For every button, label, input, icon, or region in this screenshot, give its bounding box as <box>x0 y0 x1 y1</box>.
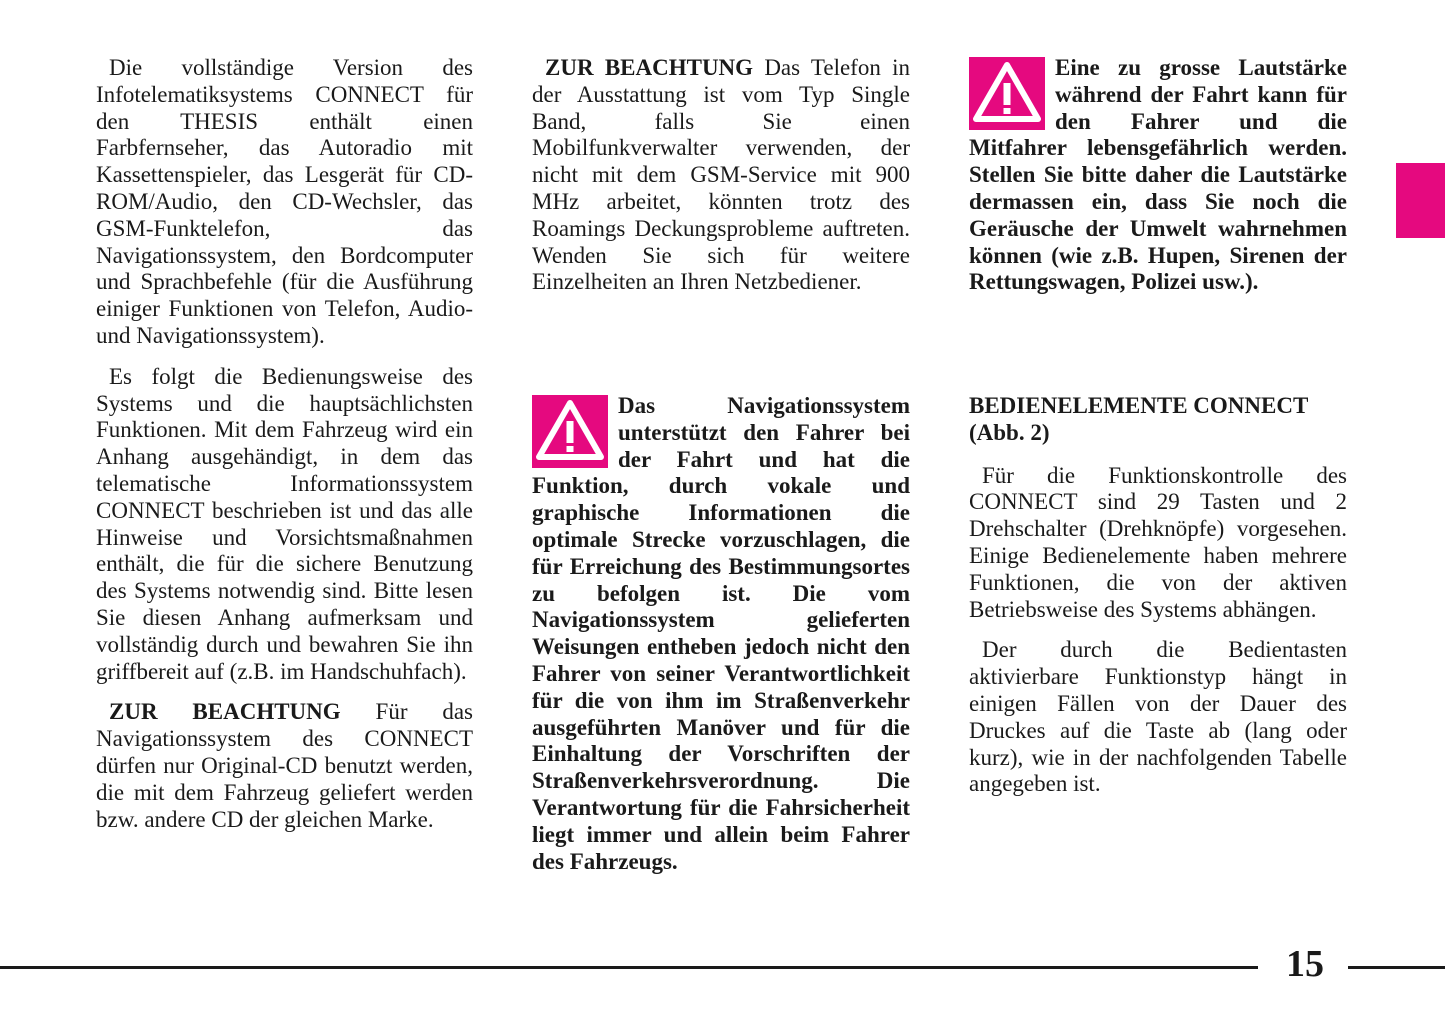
warning-triangle-icon <box>532 395 608 468</box>
chapter-tab-marker <box>1396 163 1445 238</box>
operation-paragraph: Es folgt die Bedienungsweise des Systems und die hauptsächlichsten Funktionen. Mit dem Fahrzeug wird ein Anhang ausgehändigt, in dem das telematische Informationssystem CONNECT beschrieben ist und das alle Hinweise und Vorsichtsmaßnahmen enthält, die für die sichere Benutzung des Systems notwendig sind. Bitte lesen Sie diesen Anhang aufmerksam und vollständig durch und bewahren Sie ihn griffbereit auf (z.B. im Handschuhfach). <box>96 363 473 684</box>
note-label: ZUR BEACHTUNG <box>109 699 341 725</box>
navigation-warning-text: Das Navigationssystem unterstützt den Fahrer bei der Fahrt und hat die Funktion, durch vokale und graphische Informationen die optimale Strecke vorzuschlagen, die für Erreichung des Bestimmungsortes zu befolgen ist. Die vom Navigationssystem gelieferten Weisungen entheben jedoch nicht den Fahrer von seiner Verantwortlichkeit für die von ihm im Straßenverkehr ausgeführten Manöver und für die Einhaltung der Vorschriften der Straßenverkehrsverordnung. Die Verantwortung für die Fahrsicherheit liegt immer und allein beim Fahrer des Fahrzeugs. <box>532 393 910 874</box>
warning-triangle-icon <box>969 57 1045 130</box>
section-heading: BEDIENELEMENTE CONNECT (Abb. 2) <box>969 393 1308 445</box>
note-phone-paragraph <box>532 55 910 296</box>
footer-rule-right <box>1348 966 1445 969</box>
note-text: Für das Navigationssystem des CONNECT dürfen nur Original-CD benutzt werden, die mit dem Fahrzeug geliefert werden bzw. andere CD der gleichen Marke. <box>96 699 473 832</box>
footer-rule-left <box>0 966 1258 969</box>
controls-paragraph: Für die Funktionskontrolle des CONNECT sind 29 Tasten und 2 Drehschalter (Drehknöpfe) vorgesehen. Einige Bedienelemente haben mehrere Funktionen, die von der aktiven Betriebsweise des Systems abhängen. <box>969 462 1347 622</box>
note-cd-paragraph <box>96 699 473 833</box>
note-label: ZUR BEACHTUNG <box>545 55 754 80</box>
note-text: Das Telefon in der Ausstattung ist vom Typ Single Band, falls Sie einen Mobilfunkverwalter verwenden, der nicht mit dem GSM-Service mit 900 MHz arbeitet, könnten trotz des Roamings Deckungsprobleme auftreten. Wenden Sie sich für weitere Einzelheiten an Ihren Netzbediener. <box>532 55 910 295</box>
intro-paragraph: Die vollständige Version des Infotelematiksystems CONNECT für den THESIS enthält einen Farbfernseher, das Autoradio mit Kassettenspieler, das Lesgerät für CD-ROM/Audio, den CD-Wechsler, das GSM-Funktelefon, das Navigationssystem, den Bordcomputer und Sprachbefehle (für die Ausführung einiger Funktionen von Telefon, Audio- und Navigationssystem). <box>96 55 473 348</box>
navigation-warning <box>532 393 910 875</box>
column-middle <box>532 55 910 310</box>
controls-section <box>969 393 1347 812</box>
function-type-paragraph: Der durch die Bedientasten aktivierbare Funktionstyp hängt in einigen Fällen von der Dauer des Druckes auf die Taste ab (lang oder kurz), wie in der nachfolgenden Tabelle angegeben ist. <box>969 637 1347 797</box>
volume-warning <box>969 55 1347 296</box>
page-number: 15 <box>1286 943 1324 985</box>
volume-warning-text: Eine zu grosse Lautstärke während der Fahrt kann für den Fahrer und die Mitfahrer lebensgefährlich werden. Stellen Sie bitte daher die Lautstärke dermassen ein, dass Sie noch die Geräusche der Umwelt wahrnehmen können (wie z.B. Hupen, Sirenen der Rettungswagen, Polizei usw.). <box>969 55 1347 295</box>
column-left <box>96 55 473 847</box>
